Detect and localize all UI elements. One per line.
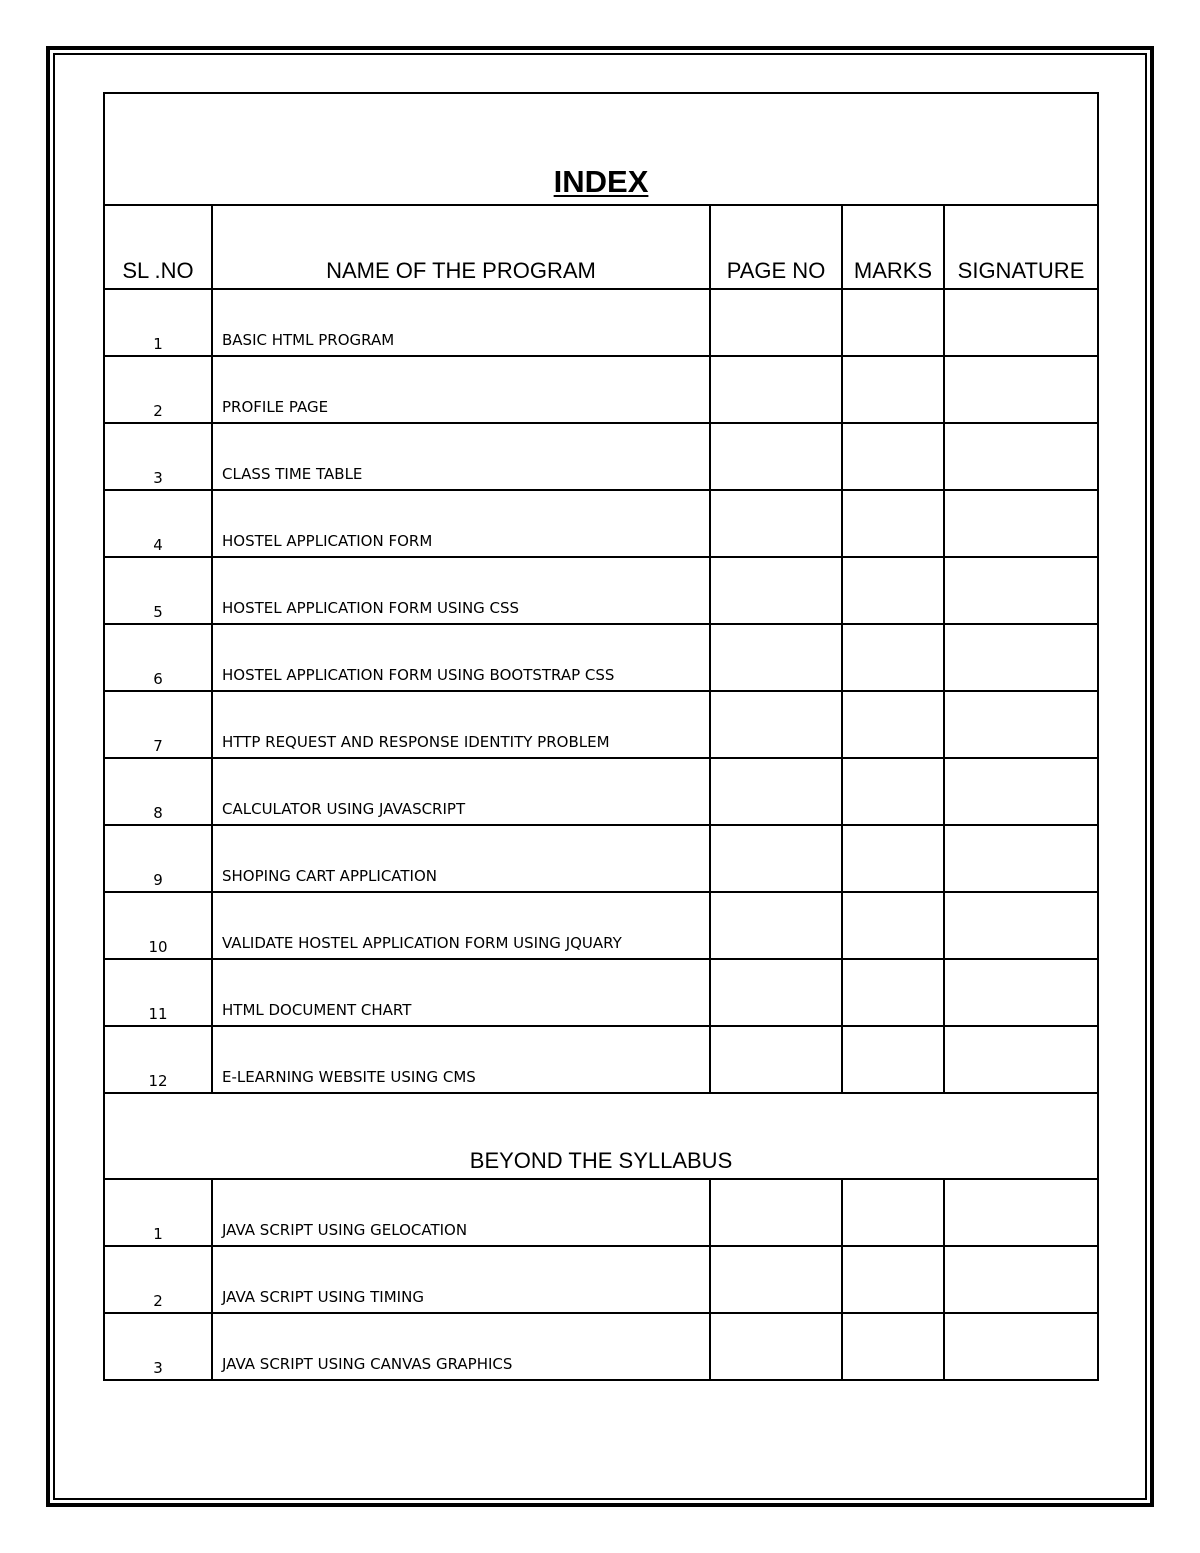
- program-name-cell: VALIDATE HOSTEL APPLICATION FORM USING JQUARY: [212, 892, 710, 959]
- marks-cell: [842, 959, 944, 1026]
- table-row: [104, 1246, 1098, 1313]
- header-page-no: PAGE NO: [710, 205, 842, 289]
- page-no-cell: [710, 758, 842, 825]
- signature-cell: [944, 959, 1098, 1026]
- marks-cell: [842, 289, 944, 356]
- page-no-cell: [710, 1246, 842, 1313]
- header-program-name: NAME OF THE PROGRAM: [212, 205, 710, 289]
- sl-no-cell: 2: [104, 356, 212, 423]
- page-no-cell: [710, 624, 842, 691]
- program-name-cell: SHOPING CART APPLICATION: [212, 825, 710, 892]
- page-no-cell: [710, 289, 842, 356]
- signature-cell: [944, 1179, 1098, 1246]
- sl-no-cell: 6: [104, 624, 212, 691]
- page-no-cell: [710, 959, 842, 1026]
- table-row: [104, 356, 1098, 423]
- marks-cell: [842, 1026, 944, 1093]
- program-name-cell: HTTP REQUEST AND RESPONSE IDENTITY PROBLEM: [212, 691, 710, 758]
- marks-cell: [842, 423, 944, 490]
- sl-no-cell: 8: [104, 758, 212, 825]
- program-name-cell: BASIC HTML PROGRAM: [212, 289, 710, 356]
- title-row: [104, 93, 1098, 205]
- page-no-cell: [710, 557, 842, 624]
- page-no-cell: [710, 691, 842, 758]
- marks-cell: [842, 1246, 944, 1313]
- signature-cell: [944, 892, 1098, 959]
- program-name-cell: HOSTEL APPLICATION FORM: [212, 490, 710, 557]
- header-row: [104, 205, 1098, 289]
- signature-cell: [944, 825, 1098, 892]
- signature-cell: [944, 490, 1098, 557]
- program-name-cell: HOSTEL APPLICATION FORM USING BOOTSTRAP CSS: [212, 624, 710, 691]
- signature-cell: [944, 1246, 1098, 1313]
- header-marks: MARKS: [842, 205, 944, 289]
- page-no-cell: [710, 892, 842, 959]
- page-no-cell: [710, 1179, 842, 1246]
- program-name-cell: CLASS TIME TABLE: [212, 423, 710, 490]
- index-table: [103, 92, 1099, 1381]
- table-row: [104, 423, 1098, 490]
- program-name-cell: JAVA SCRIPT USING GELOCATION: [212, 1179, 710, 1246]
- table-row: [104, 557, 1098, 624]
- page-no-cell: [710, 825, 842, 892]
- marks-cell: [842, 1179, 944, 1246]
- program-name-cell: CALCULATOR USING JAVASCRIPT: [212, 758, 710, 825]
- sl-no-cell: 3: [104, 1313, 212, 1380]
- marks-cell: [842, 758, 944, 825]
- program-name-cell: JAVA SCRIPT USING CANVAS GRAPHICS: [212, 1313, 710, 1380]
- signature-cell: [944, 356, 1098, 423]
- sl-no-cell: 10: [104, 892, 212, 959]
- sl-no-cell: 12: [104, 1026, 212, 1093]
- signature-cell: [944, 557, 1098, 624]
- signature-cell: [944, 624, 1098, 691]
- table-row: [104, 1026, 1098, 1093]
- table-row: [104, 758, 1098, 825]
- sl-no-cell: 3: [104, 423, 212, 490]
- marks-cell: [842, 691, 944, 758]
- signature-cell: [944, 691, 1098, 758]
- table-row: [104, 1313, 1098, 1380]
- header-sl-no: SL .NO: [104, 205, 212, 289]
- table-row: [104, 959, 1098, 1026]
- page-title: INDEX: [553, 164, 649, 199]
- signature-cell: [944, 758, 1098, 825]
- page-no-cell: [710, 356, 842, 423]
- sl-no-cell: 1: [104, 289, 212, 356]
- signature-cell: [944, 423, 1098, 490]
- page-no-cell: [710, 1026, 842, 1093]
- table-row: [104, 691, 1098, 758]
- marks-cell: [842, 557, 944, 624]
- sl-no-cell: 11: [104, 959, 212, 1026]
- page-no-cell: [710, 423, 842, 490]
- program-name-cell: E-LEARNING WEBSITE USING CMS: [212, 1026, 710, 1093]
- marks-cell: [842, 490, 944, 557]
- beyond-syllabus-heading: BEYOND THE SYLLABUS: [104, 1093, 1098, 1179]
- marks-cell: [842, 892, 944, 959]
- table-row: [104, 490, 1098, 557]
- table-row: [104, 289, 1098, 356]
- marks-cell: [842, 1313, 944, 1380]
- signature-cell: [944, 1026, 1098, 1093]
- page-no-cell: [710, 1313, 842, 1380]
- sl-no-cell: 9: [104, 825, 212, 892]
- table-row: [104, 624, 1098, 691]
- table-row: [104, 892, 1098, 959]
- sl-no-cell: 7: [104, 691, 212, 758]
- header-signature: SIGNATURE: [944, 205, 1098, 289]
- sl-no-cell: 5: [104, 557, 212, 624]
- program-name-cell: JAVA SCRIPT USING TIMING: [212, 1246, 710, 1313]
- program-name-cell: HTML DOCUMENT CHART: [212, 959, 710, 1026]
- program-name-cell: HOSTEL APPLICATION FORM USING CSS: [212, 557, 710, 624]
- signature-cell: [944, 289, 1098, 356]
- table-row: [104, 825, 1098, 892]
- marks-cell: [842, 624, 944, 691]
- marks-cell: [842, 356, 944, 423]
- sl-no-cell: 4: [104, 490, 212, 557]
- page-no-cell: [710, 490, 842, 557]
- sl-no-cell: 1: [104, 1179, 212, 1246]
- table-row: [104, 1179, 1098, 1246]
- sl-no-cell: 2: [104, 1246, 212, 1313]
- marks-cell: [842, 825, 944, 892]
- title-cell: [104, 93, 1098, 205]
- program-name-cell: PROFILE PAGE: [212, 356, 710, 423]
- signature-cell: [944, 1313, 1098, 1380]
- section-row: [104, 1093, 1098, 1179]
